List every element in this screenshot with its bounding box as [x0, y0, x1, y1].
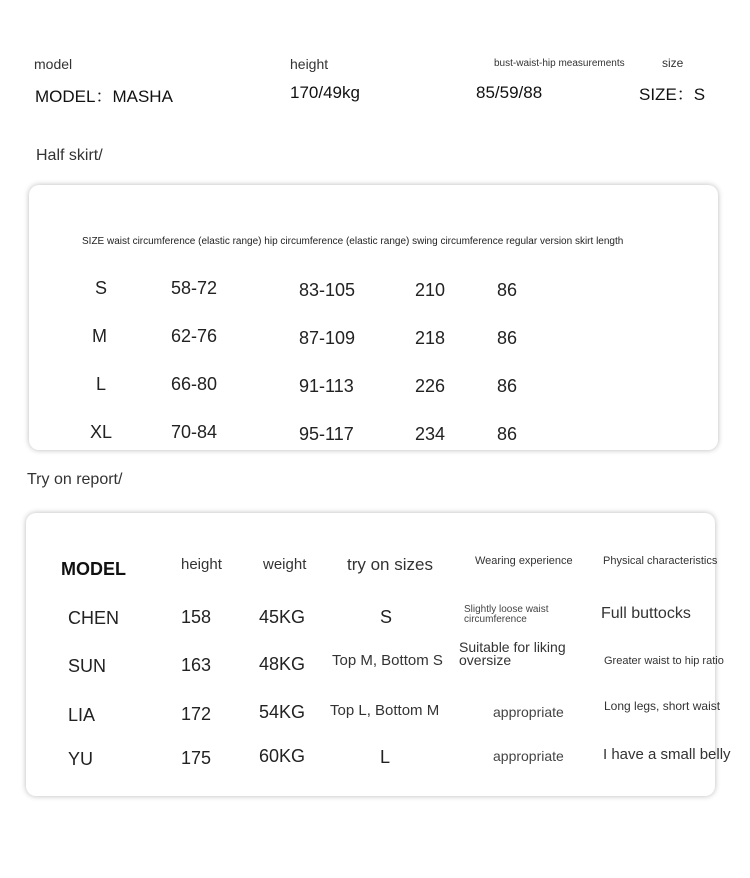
hip-cell: 95-117	[299, 424, 354, 444]
sizes-column-header: try on sizes	[347, 555, 433, 574]
hip-cell: 83-105	[299, 280, 356, 300]
model-cell: LIA	[68, 705, 96, 725]
experience-column-header: Wearing experience	[475, 555, 573, 567]
swing-cell: 226	[415, 376, 446, 396]
waist-cell: 70-84	[171, 422, 218, 442]
size-cell: S	[95, 278, 108, 298]
height-value: 170/49kg	[290, 83, 360, 102]
physical-column-header: Physical characteristics	[603, 555, 718, 567]
length-cell: 86	[497, 280, 518, 300]
weight-cell: 45KG	[259, 607, 306, 627]
size-value: SIZE：S	[639, 85, 706, 104]
model-cell: CHEN	[68, 608, 120, 628]
swing-cell: 218	[415, 328, 446, 348]
size-cell: Top M, Bottom S	[332, 652, 443, 669]
experience-cell: Slightly loose waist circumference	[464, 604, 549, 625]
half-skirt-title: Half skirt/	[36, 147, 103, 164]
physical-cell: Long legs, short waist	[604, 699, 721, 713]
size-cell: Top L, Bottom M	[330, 702, 440, 719]
swing-cell: 210	[415, 280, 446, 300]
experience-cell: appropriate	[493, 704, 564, 720]
length-cell: 86	[497, 424, 518, 444]
try-on-card	[26, 513, 731, 796]
measurements-label: bust-waist-hip measurements	[494, 58, 625, 69]
waist-cell: 62-76	[171, 326, 218, 346]
experience-cell: appropriate	[493, 748, 564, 764]
model-label: model	[34, 56, 73, 72]
experience-cell: Suitable for liking oversize	[459, 639, 566, 668]
waist-cell: 66-80	[171, 374, 218, 394]
waist-cell: 58-72	[171, 278, 218, 298]
model-cell: YU	[68, 749, 94, 769]
height-cell: 175	[181, 748, 212, 768]
size-cell: L	[380, 747, 391, 767]
size-cell: XL	[90, 422, 113, 442]
size-table-header: SIZE waist circumference (elastic range) hip circumference (elastic range) swing circumference regular version skirt length	[82, 236, 624, 247]
length-cell: 86	[497, 376, 518, 396]
measurements-value: 85/59/88	[476, 83, 543, 102]
weight-cell: 54KG	[259, 702, 306, 722]
physical-cell: Greater waist to hip ratio	[604, 655, 724, 667]
height-cell: 158	[181, 607, 212, 627]
hip-cell: 87-109	[299, 328, 356, 348]
swing-cell: 234	[415, 424, 446, 444]
height-cell: 163	[181, 655, 212, 675]
size-cell: S	[380, 607, 393, 627]
size-cell: M	[92, 326, 107, 346]
model-name-value: MODEL：MASHA	[35, 87, 173, 106]
try-on-title: Try on report/	[27, 471, 123, 488]
size-label: size	[662, 56, 684, 70]
model-cell: SUN	[68, 656, 107, 676]
physical-cell: I have a small belly	[603, 746, 731, 763]
weight-column-header: weight	[263, 556, 307, 573]
half-skirt-card	[29, 185, 718, 450]
height-cell: 172	[181, 704, 212, 724]
weight-cell: 48KG	[259, 654, 306, 674]
length-cell: 86	[497, 328, 518, 348]
physical-cell: Full buttocks	[601, 605, 691, 622]
model-column-header: MODEL	[61, 559, 126, 579]
size-cell: L	[96, 374, 107, 394]
weight-cell: 60KG	[259, 746, 306, 766]
height-column-header: height	[181, 556, 222, 573]
height-label: height	[290, 56, 329, 72]
hip-cell: 91-113	[299, 376, 354, 396]
